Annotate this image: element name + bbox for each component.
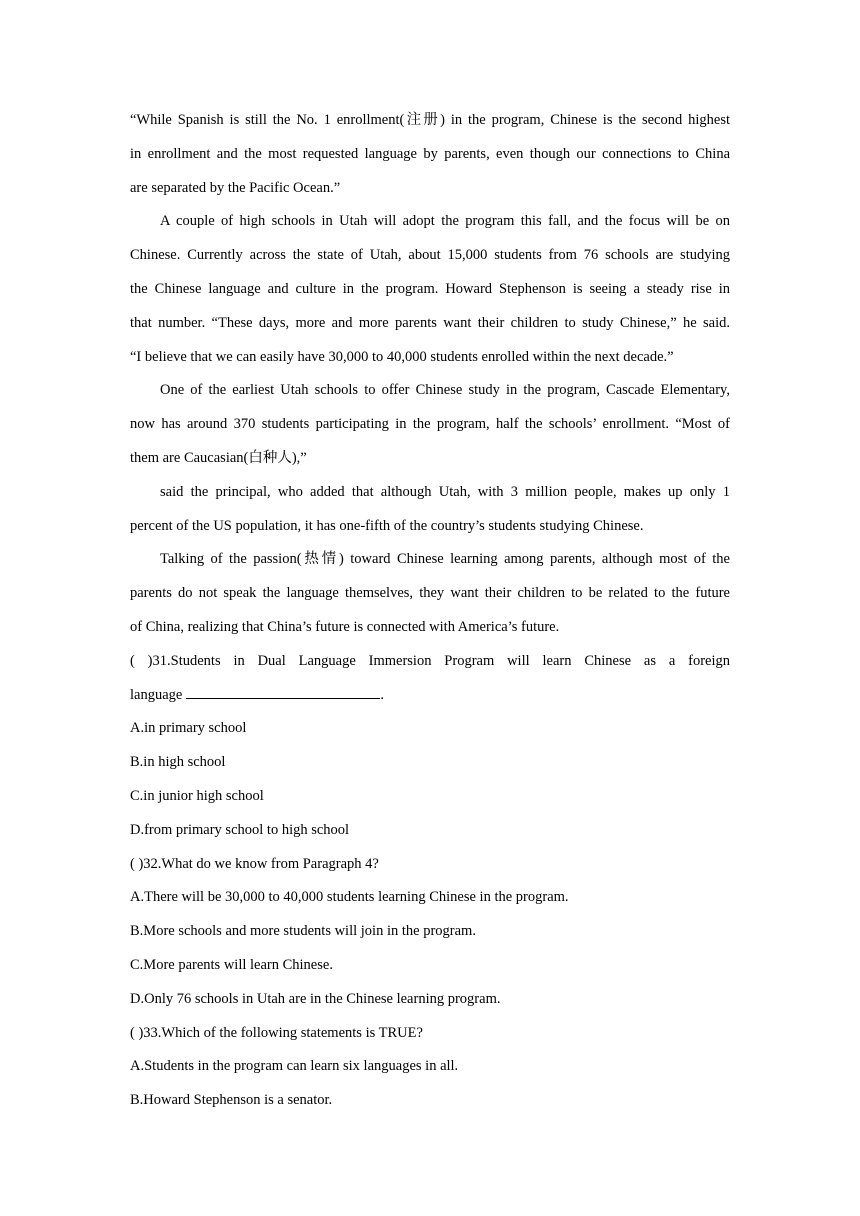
paragraph-2	[130, 205, 730, 374]
text-line: of China, realizing that China’s future is connected with America’s future.	[130, 618, 560, 635]
option-c: C.More parents will learn Chinese.	[130, 956, 333, 973]
text-line: the Chinese language and culture in the program. Howard Stephenson is seeing a steady rise in	[130, 280, 730, 297]
option-b: B.in high school	[130, 754, 226, 771]
text-line: now has around 370 students participating in the program, half the schools’ enrollment. “Most of	[130, 416, 730, 433]
text-line: One of the earliest Utah schools to offer Chinese study in the program, Cascade Elementary,	[160, 382, 730, 399]
answer-blank	[186, 684, 380, 699]
paragraph-4	[130, 476, 730, 544]
text-line: parents do not speak the language themselves, they want their children to be related to the future	[130, 585, 730, 602]
text-line: are separated by the Pacific Ocean.”	[130, 179, 341, 196]
option-a: A.Students in the program can learn six languages in all.	[130, 1058, 459, 1075]
option-a: A.There will be 30,000 to 40,000 students learning Chinese in the program.	[130, 889, 569, 906]
option-b: B.Howard Stephenson is a senator.	[130, 1092, 333, 1109]
paragraph-1	[130, 104, 730, 205]
question-stem: ( )32.What do we know from Paragraph 4?	[130, 855, 379, 872]
question-33	[130, 1017, 730, 1118]
text-line: A couple of high schools in Utah will adopt the program this fall, and the focus will be on	[160, 213, 730, 230]
question-stem-continued	[130, 679, 730, 713]
question-stem-end: .	[380, 686, 384, 703]
page-content	[130, 104, 730, 1118]
text-line: “I believe that we can easily have 30,000 to 40,000 students enrolled within the next decade.”	[130, 348, 674, 365]
question-32	[130, 848, 730, 1017]
option-b: B.More schools and more students will join in the program.	[130, 923, 476, 940]
question-stem-text: language	[130, 686, 183, 703]
question-stem: ( )31.Students in Dual Language Immersion Program will learn Chinese as a foreign	[130, 652, 730, 669]
text-line: them are Caucasian(白种人),”	[130, 449, 307, 466]
text-line: that number. “These days, more and more parents want their children to study Chinese,” he said.	[130, 314, 730, 331]
question-stem: ( )33.Which of the following statements is TRUE?	[130, 1024, 423, 1041]
paragraph-5	[130, 543, 730, 644]
option-a: A.in primary school	[130, 720, 247, 737]
paragraph-3	[130, 374, 730, 475]
option-d: D.Only 76 schools in Utah are in the Chinese learning program.	[130, 990, 501, 1007]
option-c: C.in junior high school	[130, 787, 264, 804]
option-d: D.from primary school to high school	[130, 821, 350, 838]
text-line: said the principal, who added that although Utah, with 3 million people, makes up only 1	[160, 483, 730, 500]
text-line: Talking of the passion(热情) toward Chinese learning among parents, although most of the	[160, 551, 730, 568]
text-line: in enrollment and the most requested language by parents, even though our connections to China	[130, 145, 730, 162]
text-line: “While Spanish is still the No. 1 enrollment(注册) in the program, Chinese is the second highest	[130, 112, 730, 128]
text-line: Chinese. Currently across the state of Utah, about 15,000 students from 76 schools are studying	[130, 247, 730, 264]
text-line: percent of the US population, it has one-fifth of the country’s students studying Chinese.	[130, 517, 644, 534]
question-31	[130, 645, 730, 848]
